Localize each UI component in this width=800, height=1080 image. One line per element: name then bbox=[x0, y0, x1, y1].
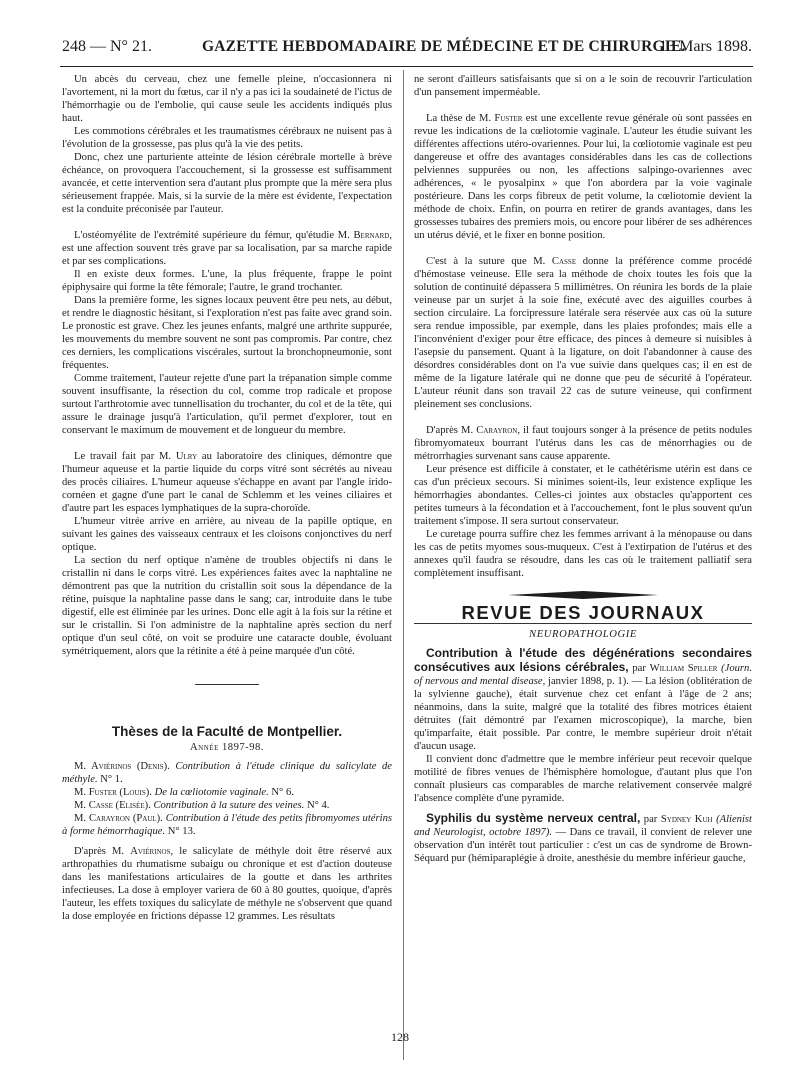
revue-heading: REVUE DES JOURNAUX bbox=[461, 602, 705, 623]
article-title: Syphilis du système nerveux central, bbox=[426, 811, 641, 825]
theses-year: Année 1897-98. bbox=[190, 742, 264, 753]
section-heading: NEUROPATHOLOGIE bbox=[529, 629, 637, 640]
left-column bbox=[62, 73, 392, 923]
author-name: Bernard bbox=[353, 230, 390, 241]
page-label: 248 — N° 21. bbox=[62, 38, 152, 55]
paragraph: Donc, chez une parturiente atteinte de lésion cérébrale mortelle à brève échéance, on provoquera l'accouchement, si la grossesse est suffisamment avancée, et cette intervention sera d'autant plus prompte que la mère sera plus sérieusement frappée. Mais, si la survie de la mère est évidente, l'expectation est la conduite préconisée par l'auteur. bbox=[62, 152, 392, 215]
running-header bbox=[62, 38, 752, 60]
paragraph: La section du nerf optique n'amène de troubles objectifs ni dans le cristallin ni dans le corps vitré. Les expériences faites avec la naphtaline ne démontrent pas que la nutrition du cristallin soit sous la dépendance de la rétine, puisque la naphtaline passe dans le sang; car, introduite dans le tube digestif, elle est éliminée par les urines. Donc elle agit à la fois sur la rétine et sur le cristallin. Si l'on administre de la naphtaline après section du nerf optique d'un seul côté, on voit se produire une cataracte double, évoluant symétriquement, alors que la rétinite a été à peine marquée d'un côté. bbox=[62, 555, 392, 657]
article-abstract: Syphilis du système nerveux central, par Sydney Kuh (Alienist and Neurologist, octobre 1897). — Dans ce travail, il convient de relever une observation d'un intérêt tout particulier : c'est un cas de syndrome de Brown-Séquard pur (hémiparaplégie à droite, anesthésie du membre inférieur gauche, bbox=[414, 811, 753, 864]
ornament-rule-icon bbox=[508, 590, 658, 600]
paragraph: L'humeur vitrée arrive en arrière, au niveau de la papille optique, en suivant les gaines des vaisseaux centraux et les cloisons conjonctives du nerf optique. bbox=[62, 516, 392, 553]
paragraph: D'après M. Aviérinos, le salicylate de méthyle doit être réservé aux arthropathies du rhumatisme subaigu ou chronique et est d'action douteuse dans les manifestations articulaires de la goutte et dans les arthrites infectieuses. La dose à employer variera de 60 à 80 gouttes, quoique, d'après l'auteur, les effets toxiques du salicylate de méthyle ne s'observent que quand la dose employée en frictions dépasse 12 grammes. Les résultats bbox=[62, 846, 392, 922]
paragraph: C'est à la suture que M. Casse donne la préférence comme procédé d'hémostase veineuse. Elle sera la méthode de choix toutes les fois que la solution de continuité dépassera 5 millimètres. On réunira les bords de la plaie veineuse par un surjet à la soie fine, exécuté avec des aiguilles courbes à section circulaire. La forcipressure latérale sera réservée aux cas où la suture sera rendue impossible, par exemple, dans les plaies profondes; mais elle a l'inconvénient d'exiger pour être efficace, des pinces à demeure si nuisibles à l'asepsie du pansement. Quant à la ligature, on doit l'abandonner à cause des désordres considérables dont on l'a vue suivie dans quelques cas; il en est de même de la ligature latérale qui ne donne que peu de sécurité à l'opérateur. L'auteur réunit dans son travail 22 cas de suture veineuse, qui confirment pleinement ses conclusions. bbox=[414, 256, 753, 410]
header-rule bbox=[60, 66, 753, 67]
paragraph: ne seront d'ailleurs satisfaisants que si on a le soin de recouvrir l'articulation d'un pansement imperméable. bbox=[414, 74, 752, 98]
paragraph: L'ostéomyélite de l'extrémité supérieure du fémur, qu'étudie M. Bernard, est une affection souvent très grave par sa localisation, par sa marche rapide et par ses complications. bbox=[62, 230, 392, 267]
issue-date: 13 Mars 1898. bbox=[659, 38, 752, 55]
paragraph: Il convient donc d'admettre que le membre inférieur peut recevoir quelque motilité de fibres venues de l'hémisphère homologue, d'autant plus que l'on connaît plusieurs cas comparables de marche relativement conservée malgré l'absence complète d'une pyramide. bbox=[414, 754, 752, 804]
column-divider bbox=[403, 70, 404, 1060]
paragraph: La thèse de M. Fuster est une excellente revue générale où sont passées en revue les indications de la cœliotomie vaginale. L'auteur les étudie suivant les différentes affections utéro-ovariennes. Pour lui, la cœliotomie vaginale est peu dangereuse et offre des avantages considérables dans les cas de collections pelviennes suppurées ou non, les affections salpingo-ovariennes avec adhérences, « le pyosalpinx » que l'on abordera par la voie vaginale postérieure. Dans les corps fibreux de petit volume, la cœliotomie devient la méthode de choix. Enfin, on pourra en retirer de grands avantages, dans les grossesses tubaires des premiers mois, ou encore pour libérer de ses adhérences un utérus dévié, et le fixer en bonne position. bbox=[414, 113, 752, 241]
paragraph: Les commotions cérébrales et les traumatismes cérébraux ne nuisent pas à l'évolution de la grossesse, pas plus qu'à la vie des petits. bbox=[62, 126, 392, 150]
author-name: Casse bbox=[551, 256, 577, 267]
right-column bbox=[414, 73, 752, 865]
thesis-entry: M. Casse (Elisée). Contribution à la suture des veines. N° 4. bbox=[74, 800, 330, 811]
author-name: William Spiller bbox=[649, 663, 718, 674]
author-name: Fuster bbox=[494, 113, 523, 124]
article-title: Contribution à l'étude des dégénérations secondaires consécutives aux lésions cérébrales, bbox=[414, 646, 752, 674]
page-number: 128 bbox=[391, 1030, 409, 1044]
thesis-entry: M. Carayron (Paul). Contribution à l'étude des petits fibromyomes utérins à forme hémorrhagique. N° 13. bbox=[62, 813, 392, 837]
paragraph: Il en existe deux formes. L'une, la plus fréquente, frappe le point épiphysaire qui forme la tête fémorale; l'autre, le grand trochanter. bbox=[62, 269, 392, 293]
paragraph: Dans la première forme, les signes locaux peuvent être peu nets, au début, et rendre le diagnostic hésitant, si l'exploration n'est pas faite avec grand soin. Le pronostic est grave. Chez les jeunes enfants, malgré une arthrite suppurée, les mouvements du membre souvent ne sont pas compromis. Par contre, chez ces derniers, les complications viscérales, surtout la bronchopneumonie, sont fréquentes. bbox=[62, 295, 392, 371]
author-name: Ulry bbox=[175, 451, 198, 462]
article-abstract: Contribution à l'étude des dégénérations secondaires consécutives aux lésions cérébrales, par William Spiller (Journ. of nervous and mental disease, janvier 1898, p. 1). — La lésion (oblitération de la sylvienne gauche), était survenue chez cet enfant à l'âge de 2 ans; néanmoins, dans la suite, malgré que la totalité des fibres motrices étaient détruites (fait démontré par l'examen microscopique), la marche, bien qu'imparfaite, était possible. Par contre, le membre supérieur droit n'était d'aucun usage. bbox=[414, 646, 752, 752]
journal-title: GAZETTE HEBDOMADAIRE DE MÉDECINE ET DE CHIRURGIE. bbox=[202, 38, 686, 55]
paragraph: D'après M. Carayron, il faut toujours songer à la présence de petits nodules fibromyomateux bourrant l'utérus dans les cas de ménorrhagies ou de métrorrhagies survenant sans cause apparente. bbox=[414, 425, 752, 462]
paragraph: Comme traitement, l'auteur rejette d'une part la trépanation simple comme souvent insuffisante, la résection du col, comme trop radicale et propose surtout l'arthrotomie avec tunnellisation du trochanter, du col et de la tête, qui assure le drainage jusqu'à l'articulation, qu'il permet d'explorer, tout en conservant le maximum de mouvement et de longueur du membre. bbox=[62, 373, 392, 436]
paragraph: Le travail fait par M. Ulry au laboratoire des cliniques, démontre que l'humeur aqueuse et la partie liquide du corps vitré sont sécrétés au niveau des procès ciliaires. L'humeur aqueuse s'échappe en avant par l'angle irido-cornéen et gagne d'une part le canal de Schlemm et les veines ciliaires et d'autre part les espaces lymphatiques de la supra-choroïde. bbox=[62, 451, 393, 514]
theses-list bbox=[62, 760, 392, 838]
author-name: Sydney Kuh bbox=[660, 814, 713, 825]
theses-heading: Thèses de la Faculté de Montpellier. bbox=[111, 724, 343, 739]
thesis-entry: M. Aviérinos (Denis). Contribution à l'étude clinique du salicylate de méthyle. N° 1. bbox=[62, 761, 392, 785]
paragraph: Le curetage pourra suffire chez les femmes arrivant à la ménopause ou dans les cas de petits myomes sous-muqueux. C'est à l'extirpation de l'utérus et des annexes qu'il faudra se résoudre, dans les cas où le traitement palliatif sera complètement insuffisant. bbox=[414, 529, 752, 579]
revue-rule bbox=[414, 623, 752, 624]
author-name: Aviérinos bbox=[130, 846, 171, 857]
paragraph: Un abcès du cerveau, chez une femelle pleine, n'occasionnera ni l'avortement, ni la mort du fœtus, car il n'y a pas ici la soudaineté de l'ictus de l'hémorrhagie ou de l'embolie, qui cause seule les accidents indiqués plus haut. bbox=[62, 74, 392, 124]
thesis-entry: M. Fuster (Louis). De la cœliotomie vaginale. N° 6. bbox=[74, 787, 294, 798]
paragraph: Leur présence est difficile à constater, et le cathétérisme utérin est dans ce cas d'un précieux secours. Si minimes soient-ils, leur existence explique les hémorrhagies abondantes. Celles-ci jointes aux obstacles qu'apportent ces petites tumeurs à la fécondation et à l'accouchement, font le plus souvent qu'un traitement s'impose. Il sera surtout conservateur. bbox=[414, 464, 752, 527]
author-name: Carayron bbox=[476, 425, 518, 436]
